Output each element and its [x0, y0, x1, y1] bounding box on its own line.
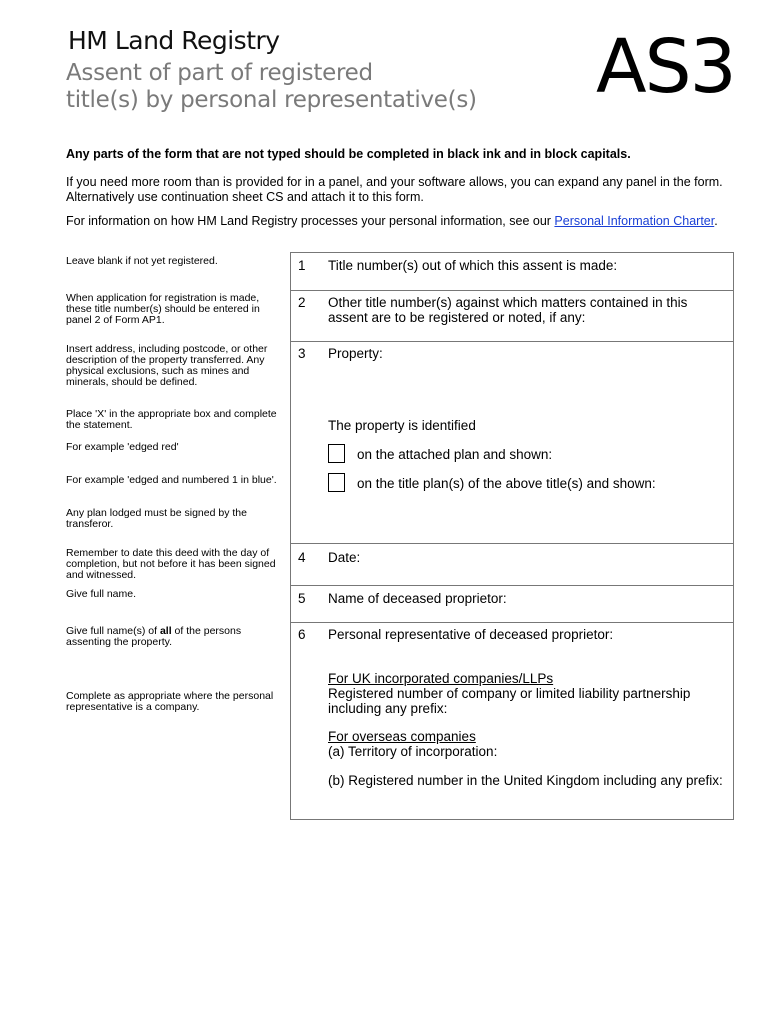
panel-label: Property: [328, 346, 383, 361]
overseas-companies-heading: For overseas companies [328, 729, 476, 744]
title-plan-label: on the title plan(s) of the above title(s) and shown: [357, 476, 656, 491]
panel-label: Date: [328, 550, 361, 565]
panel-number: 3 [298, 346, 306, 361]
personal-information-charter-link[interactable]: Personal Information Charter [554, 214, 715, 228]
attached-plan-label: on the attached plan and shown: [357, 447, 553, 462]
uk-companies-heading: For UK incorporated companies/LLPs [328, 671, 554, 686]
panel-5-deceased-proprietor[interactable] [290, 585, 734, 622]
panel-label: Other title number(s) against which matters contained in this assent are to be registered or noted, if any: [328, 295, 688, 325]
guidance-edged-red: For example 'edged red' [66, 441, 179, 453]
guidance-panel-5: Give full name. [66, 588, 137, 600]
panel-label: Name of deceased proprietor: [328, 591, 507, 606]
guidance-plan-signed: Any plan lodged must be signed by the transferor. [66, 507, 247, 530]
intro-instruction [66, 147, 726, 162]
uk-registered-number-label: Registered number of company or limited liability partnership including any prefix: [328, 686, 691, 716]
panel-6-personal-representative[interactable] [290, 622, 734, 820]
guidance-panel-6: Give full name(s) of all of the persons assenting the property. [66, 625, 242, 648]
more-room-text: If you need more room than is provided for in a panel, and your software allows, you can expand any panel in the form. Alternatively use continuation sheet CS and attach it to this form. [66, 175, 723, 204]
territory-label: (a) Territory of incorporation: [328, 744, 498, 759]
guidance-panel-3-address: Insert address, including postcode, or other description of the property transferred. Any physical exclusions, such as mines and minerals, should be defined. [66, 343, 268, 388]
panel-4-date[interactable] [290, 543, 734, 585]
uk-overseas-number-label: (b) Registered number in the United Kingdom including any prefix: [328, 773, 723, 788]
title-plan-checkbox[interactable] [328, 473, 345, 492]
attached-plan-checkbox[interactable] [328, 444, 345, 463]
privacy-info [66, 214, 726, 229]
property-identified-text: The property is identified [328, 418, 476, 433]
panel-2-other-title-numbers[interactable] [290, 290, 734, 341]
panel-label: Personal representative of deceased proprietor: [328, 627, 614, 642]
panel-number: 5 [298, 591, 306, 606]
guidance-panel-1: Leave blank if not yet registered. [66, 255, 218, 267]
organisation-name: HM Land Registry [68, 26, 280, 55]
guidance-panel-3-place-x: Place 'X' in the appropriate box and complete the statement. [66, 408, 277, 431]
guidance-edged-numbered: For example 'edged and numbered 1 in blue'. [66, 474, 277, 486]
guidance-panel-2: When application for registration is made, these title number(s) should be entered in panel 2 of Form AP1. [66, 292, 260, 326]
panel-3-property[interactable] [290, 341, 734, 543]
form-title [66, 60, 477, 114]
bold-instruction: Any parts of the form that are not typed should be completed in black ink and in block capitals. [66, 147, 631, 161]
privacy-prefix: For information on how HM Land Registry processes your personal information, see our [66, 214, 555, 228]
panel-number: 1 [298, 258, 306, 273]
panel-number: 6 [298, 627, 306, 642]
panel-1-title-numbers[interactable] [290, 252, 734, 290]
panel-number: 4 [298, 550, 306, 565]
guidance-panel-4: Remember to date this deed with the day of completion, but not before it has been signed and witnessed. [66, 547, 276, 581]
form-title-line1: Assent of part of registered [66, 60, 373, 86]
guidance-panel-6-company: Complete as appropriate where the personal representative is a company. [66, 690, 274, 713]
form-title-line2: title(s) by personal representative(s) [66, 87, 477, 113]
privacy-suffix: . [714, 214, 718, 228]
form-code: AS3 [596, 24, 735, 110]
panel-number: 2 [298, 295, 306, 310]
panel-label: Title number(s) out of which this assent is made: [328, 258, 618, 273]
